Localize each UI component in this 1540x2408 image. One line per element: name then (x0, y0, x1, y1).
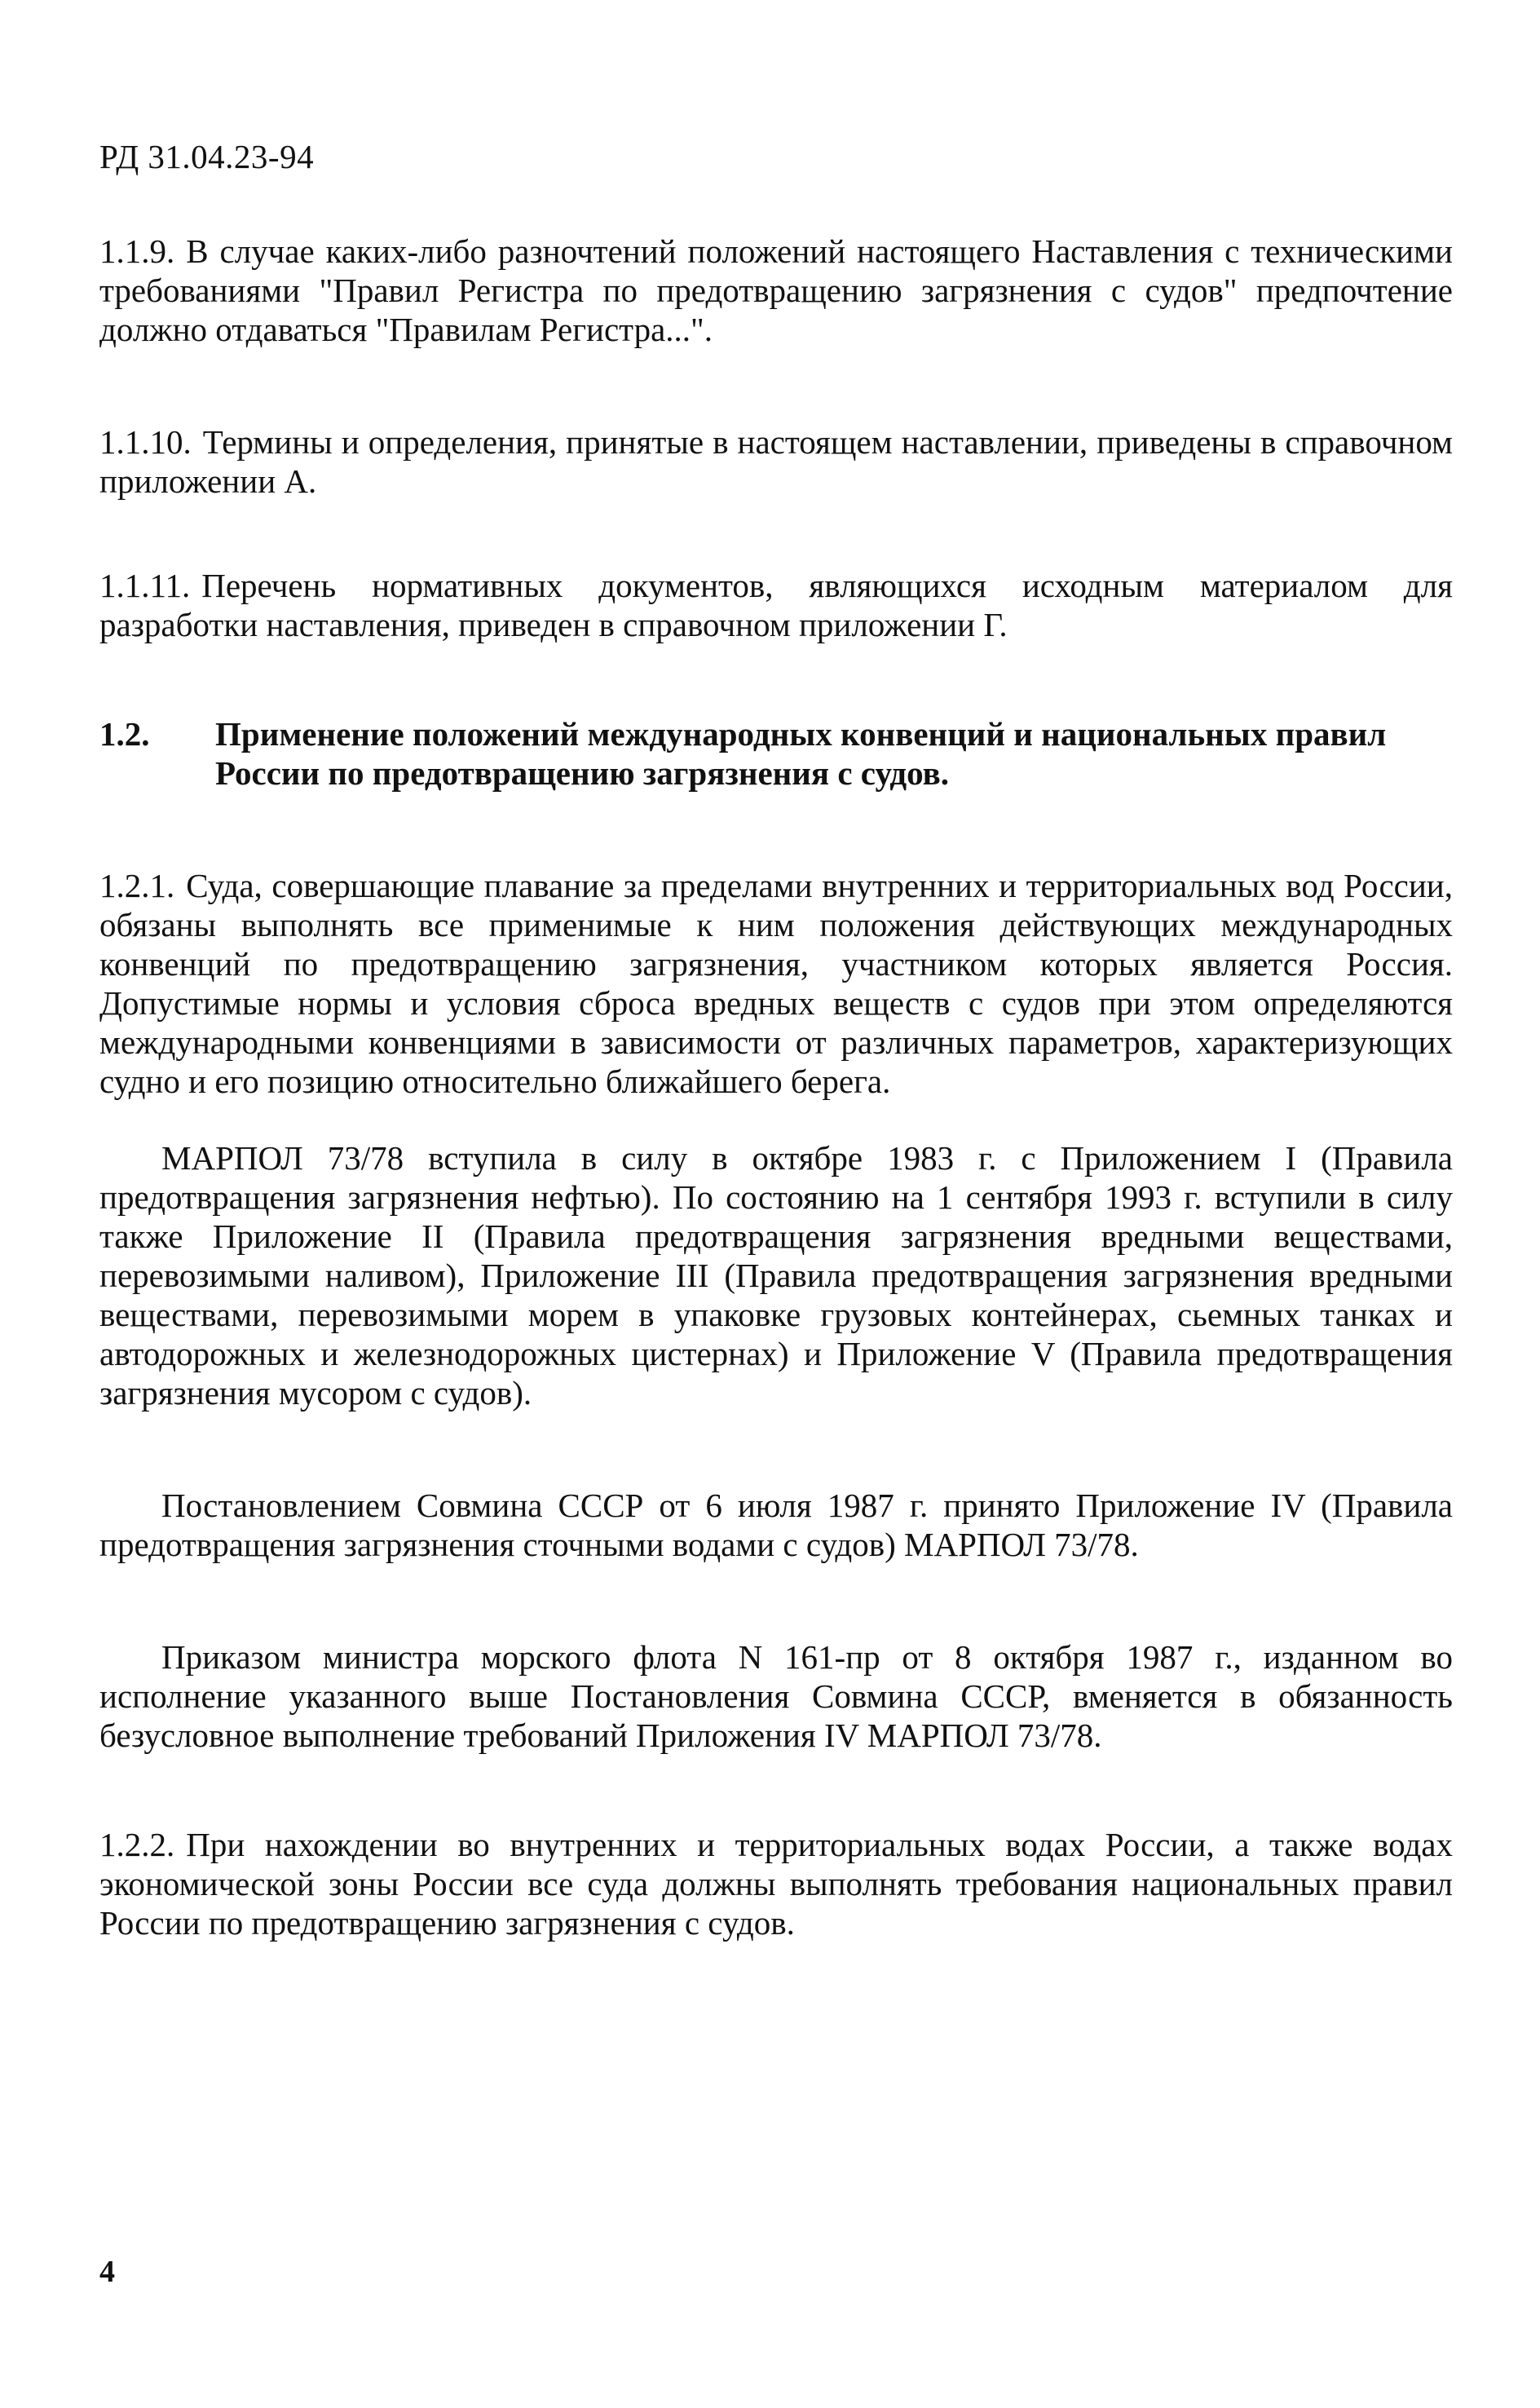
paragraph-text: Приказом министра морского флота N 161-пр от 8 октября 1987 г., изданном во исполнение указанного выше Постановления Совмина СССР, вменяется в обязанность безусловное выполнение требований Приложения IV МАРПОЛ 73/78. (99, 1638, 1453, 1754)
paragraph-1-1-11 (99, 566, 1453, 644)
page-number: 4 (99, 2255, 115, 2289)
section-number: 1.2. (99, 715, 150, 753)
paragraph-number: 1.2.2. (99, 1826, 175, 1863)
paragraph-text: Суда, совершающие плавание за пределами внутренних и территориальных вод России, обязаны выполнять все применимые к ним положения действующих международных конвенций по предотвращению загрязнения, участником которых является Россия. Допустимые нормы и условия сброса вредных веществ с судов при этом определяются международными конвенциями в зависимости от различных параметров, характеризующих судно и его позицию относительно ближайшего берега. (99, 867, 1453, 1100)
paragraph-sovmin (99, 1486, 1453, 1564)
paragraph-text: В случае каких-либо разночтений положений настоящего Наставления с техническими требованиями "Правил Регистра по предотвращению загрязнения с судов" предпочтение должно отдаваться "Правилам Регистра...". (99, 232, 1453, 348)
paragraph-1-2-2 (99, 1825, 1453, 1942)
paragraph-1-1-9 (99, 232, 1453, 349)
paragraph-number: 1.2.1. (99, 867, 175, 904)
paragraph-text: Перечень нормативных документов, являющихся исходным материалом для разработки наставления, приведен в справочном приложении Г. (99, 567, 1453, 643)
paragraph-text: Постановлением Совмина СССР от 6 июля 1987 г. принято Приложение IV (Правила предотвращения загрязнения сточными водами с судов) МАРПОЛ 73/78. (99, 1487, 1453, 1563)
paragraph-marpol (99, 1138, 1453, 1412)
section-heading-1-2 (99, 714, 1453, 793)
paragraph-number: 1.1.9. (99, 232, 175, 270)
paragraph-number: 1.1.11. (99, 567, 191, 604)
paragraph-text: При нахождении во внутренних и территориальных водах России, а также водах экономической зоны России все суда должны выполнять требования национальных правил России по предотвращению загрязнения с судов. (99, 1826, 1453, 1942)
paragraph-text: Термины и определения, принятые в настоящем наставлении, приведены в справочном приложении А. (99, 423, 1453, 500)
paragraph-prikaz (99, 1637, 1453, 1755)
paragraph-number: 1.1.10. (99, 423, 192, 461)
section-title: Применение положений международных конвенций и национальных правил России по предотвращению загрязнения с судов. (215, 715, 1387, 792)
paragraph-text: МАРПОЛ 73/78 вступила в силу в октябре 1983 г. с Приложением I (Правила предотвращения загрязнения нефтью). По состоянию на 1 сентября 1993 г. вступили в силу также Приложение II (Правила предотвращения загрязнения вредными веществами, перевозимыми наливом), Приложение III (Правила предотвращения загрязнения вредными веществами, перевозимыми морем в упаковке грузовых контейнерах, сьемных танках и автодорожных и железнодорожных цистернах) и Приложение V (Правила предотвращения загрязнения мусором с судов). (99, 1139, 1453, 1412)
paragraph-1-1-10 (99, 422, 1453, 501)
paragraph-1-2-1 (99, 866, 1453, 1101)
document-code: РД 31.04.23-94 (99, 138, 315, 175)
